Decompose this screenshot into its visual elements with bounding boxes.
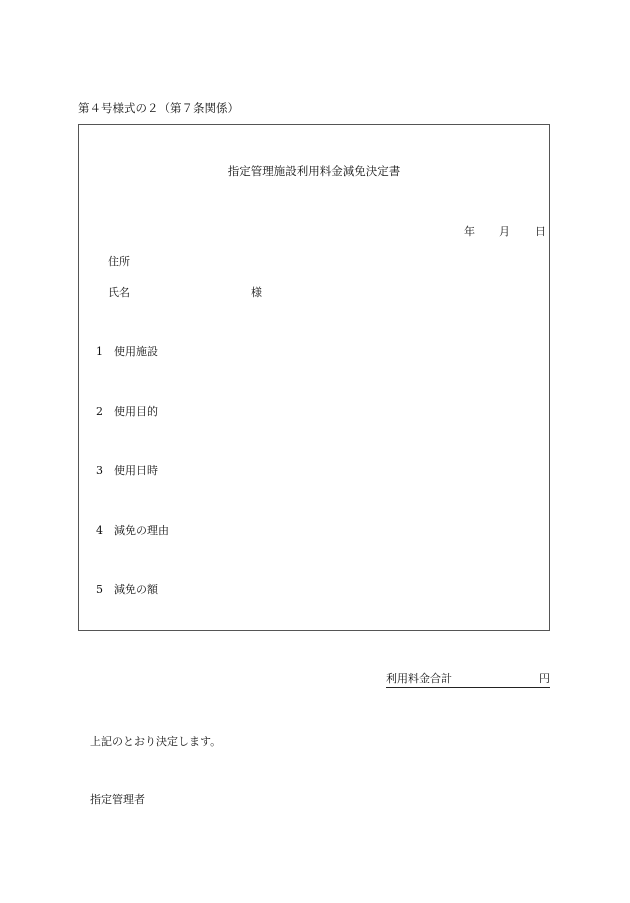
item-datetime: [96, 462, 158, 478]
total-fee-unit: 円: [539, 672, 550, 685]
item-purpose: [96, 403, 158, 419]
item-label: 減免の理由: [114, 524, 169, 537]
item-number: 4: [96, 524, 103, 537]
total-fee-label: 利用料金合計: [386, 672, 452, 685]
document-title: 指定管理施設利用料金減免決定書: [227, 164, 401, 178]
item-number: 2: [96, 405, 103, 418]
item-label: 使用日時: [114, 464, 158, 477]
date-day-label: 日: [535, 225, 546, 238]
manager-label: 指定管理者: [90, 793, 145, 806]
item-amount: [96, 581, 158, 597]
honorific-label: 様: [251, 286, 262, 299]
item-label: 使用目的: [114, 405, 158, 418]
decision-form-box: [78, 124, 550, 631]
item-number: 1: [96, 345, 103, 358]
date-month-label: 月: [499, 225, 510, 238]
form-number-label: 第４号様式の２（第７条関係）: [78, 101, 239, 115]
item-label: 使用施設: [114, 345, 158, 358]
item-number: 3: [96, 464, 103, 477]
total-fee-line: [386, 670, 550, 688]
item-label: 減免の額: [114, 583, 158, 596]
name-label: 氏名: [108, 286, 130, 299]
item-number: 5: [96, 583, 103, 596]
item-facility: [96, 343, 158, 359]
date-year-label: 年: [464, 225, 475, 238]
item-reason: [96, 522, 169, 538]
address-label: 住所: [108, 255, 130, 268]
decision-statement: 上記のとおり決定します。: [90, 735, 222, 748]
